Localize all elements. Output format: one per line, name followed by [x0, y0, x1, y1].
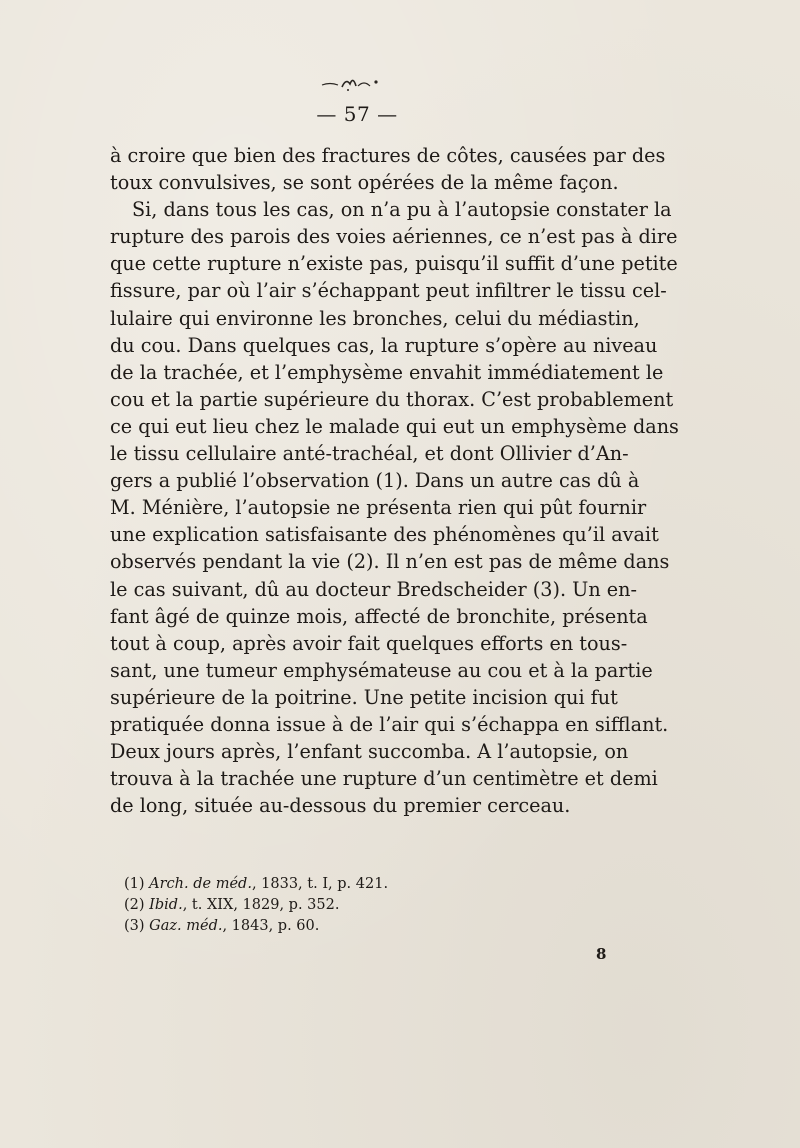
footnote-source: Ibid.	[149, 897, 183, 913]
text-line: une explication satisfaisante des phénomènes qu’il avait	[110, 523, 659, 547]
text-line: de la trachée, et l’emphysème envahit immédiatement le	[110, 360, 664, 384]
text-line: cou et la partie supérieure du thorax. C’est probablement	[110, 387, 674, 411]
footnote-1	[124, 874, 524, 895]
text-line: sant, une tumeur emphysémateuse au cou et à la partie	[110, 658, 653, 682]
text-line: le tissu cellulaire anté-trachéal, et dont Ollivier d’An-	[110, 442, 629, 466]
text-line: lulaire qui environne les bronches, celui du médiastin,	[110, 306, 640, 330]
footnote-2	[124, 895, 524, 916]
text-line: rupture des parois des voies aériennes, ce n’est pas à dire	[110, 225, 678, 249]
footnote-number: (1)	[124, 876, 145, 892]
text-line: toux convulsives, se sont opérées de la même façon.	[110, 171, 619, 195]
footnote-detail: , t. XIX, 1829, p. 352.	[182, 897, 340, 913]
footnote-detail: , 1833, t. I, p. 421.	[251, 876, 389, 892]
text-line: de long, située au-dessous du premier cerceau.	[110, 794, 571, 818]
text-line: le cas suivant, dû au docteur Bredscheider (3). Un en-	[110, 577, 637, 601]
library-stamp-icon	[318, 70, 398, 94]
text-line: que cette rupture n’existe pas, puisqu’il suffit d’une petite	[110, 252, 678, 276]
text-line: trouva à la trachée une rupture d’un centimètre et demi	[110, 767, 658, 791]
page-number: — 57 —	[316, 102, 398, 126]
text-line: pratiquée donna issue à de l’air qui s’échappa en sifflant.	[110, 712, 669, 736]
footnote-detail: , 1843, p. 60.	[222, 918, 320, 934]
footnote-number: (3)	[124, 918, 145, 934]
text-line: M. Ménière, l’autopsie ne présenta rien qui pût fournir	[110, 496, 647, 520]
footnote-number: (2)	[124, 897, 145, 913]
footnotes	[124, 874, 524, 937]
footnote-source: Gaz. méd.	[149, 918, 223, 934]
signature-mark: 8	[596, 945, 607, 963]
text-line: du cou. Dans quelques cas, la rupture s’opère au niveau	[110, 333, 658, 357]
text-line: Si, dans tous les cas, on n’a pu à l’autopsie constater la	[132, 198, 672, 222]
footnote-source: Arch. de méd.	[149, 876, 252, 892]
body-text	[110, 142, 679, 819]
text-line: observés pendant la vie (2). Il n’en est pas de même dans	[110, 550, 670, 574]
footnote-3	[124, 916, 524, 937]
text-line: gers a publié l’observation (1). Dans un autre cas dû à	[110, 469, 640, 493]
text-line: fissure, par où l’air s’échappant peut infiltrer le tissu cel-	[110, 279, 667, 303]
text-line: supérieure de la poitrine. Une petite incision qui fut	[110, 685, 618, 709]
text-line: à croire que bien des fractures de côtes, causées par des	[110, 144, 666, 167]
text-line: ce qui eut lieu chez le malade qui eut un emphysème dans	[110, 414, 679, 438]
text-line: fant âgé de quinze mois, affecté de bronchite, présenta	[110, 604, 648, 628]
text-line: Deux jours après, l’enfant succomba. A l’autopsie, on	[110, 740, 629, 764]
text-line: tout à coup, après avoir fait quelques efforts en tous-	[110, 631, 628, 655]
